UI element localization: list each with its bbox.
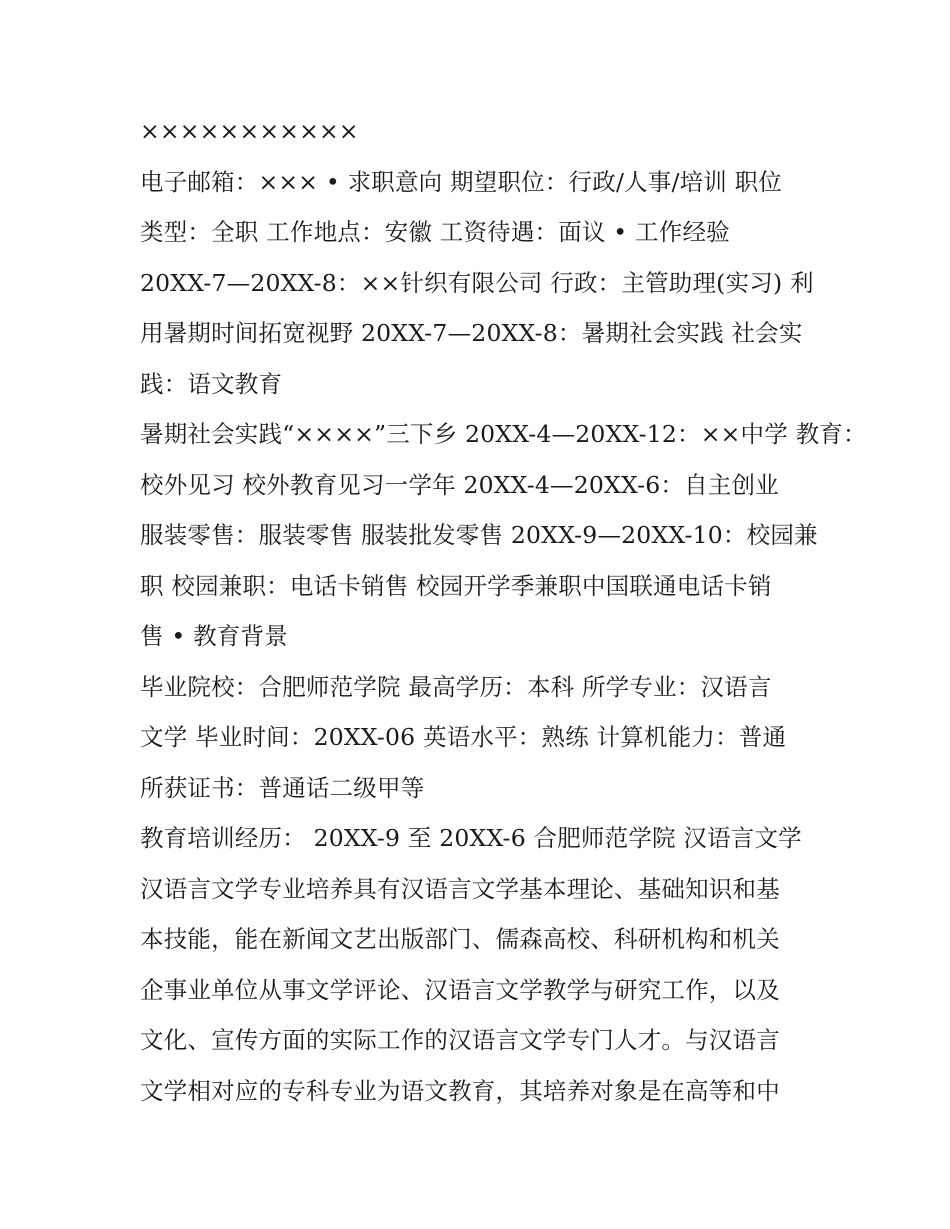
text-line: 本技能，能在新闻文艺出版部门、儒森高校、科研机构和机关 xyxy=(140,925,780,953)
text-line: 文学相对应的专科专业为语文教育，其培养对象是在高等和中 xyxy=(140,1076,780,1105)
text-line: 职 校园兼职：电话卡销售 校园开学季兼职中国联通电话卡销 xyxy=(140,571,772,600)
text-line: 教育培训经历： 20XX-9 至 20XX-6 合肥师范学院 汉语言文学 xyxy=(140,824,802,852)
text-line: 类型：全职 工作地点：安徽 工资待遇：面议 • 工作经验 xyxy=(140,218,730,246)
text-line: 文学 毕业时间：20XX-06 英语水平：熟练 计算机能力：普通 xyxy=(140,723,787,751)
text-line: 售 • 教育背景 xyxy=(140,622,288,650)
document-body xyxy=(140,106,867,1116)
text-line: 文化、宣传方面的实际工作的汉语言文学专门人才。与汉语言 xyxy=(140,1026,780,1054)
text-line-name: ××××××××××× xyxy=(140,117,359,145)
text-line: 用暑期时间拓宽视野 20XX-7—20XX-8：暑期社会实践 社会实 xyxy=(140,319,803,347)
text-line: 所获证书：普通话二级甲等 xyxy=(140,773,425,802)
text-line: 电子邮箱：××× • 求职意向 期望职位：行政/人事/培训 职位 xyxy=(140,167,783,196)
text-line: 服装零售：服装零售 服装批发零售 20XX-9—20XX-10：校园兼 xyxy=(140,521,818,549)
text-line: 践：语文教育 xyxy=(140,369,283,398)
text-line: 20XX-7—20XX-8：××针织有限公司 行政：主管助理(实习) 利 xyxy=(140,268,814,297)
text-line: 汉语言文学专业培养具有汉语言文学基本理论、基础知识和基 xyxy=(140,874,780,903)
text-line: 毕业院校：合肥师范学院 最高学历：本科 所学专业：汉语言 xyxy=(140,672,772,701)
text-line: 企事业单位从事文学评论、汉语言文学教学与研究工作，以及 xyxy=(140,975,780,1004)
text-line: 暑期社会实践“××××”三下乡 20XX-4—20XX-12：××中学 教育： xyxy=(140,420,867,448)
text-line: 校外见习 校外教育见习一学年 20XX-4—20XX-6：自主创业 xyxy=(140,470,779,499)
